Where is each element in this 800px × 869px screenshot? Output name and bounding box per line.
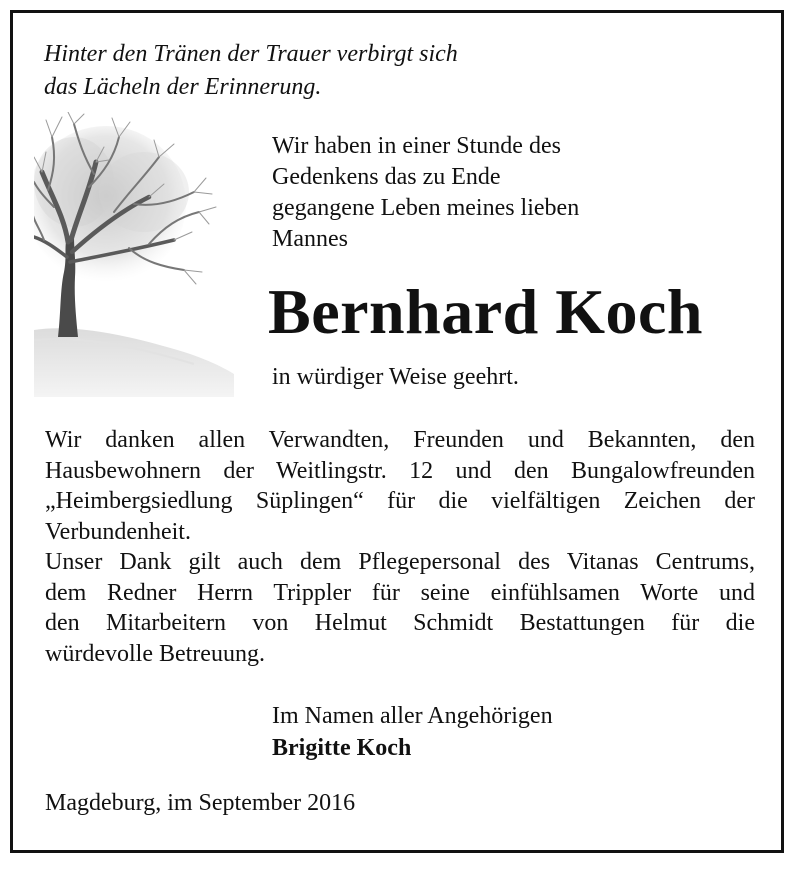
- intro-line-4: Mannes: [272, 226, 348, 252]
- bare-tree-on-hill-icon: [34, 112, 234, 397]
- intro-line-2: Gedenkens das zu Ende: [272, 164, 501, 190]
- intro-line-3: gegangene Leben meines lieben: [272, 195, 580, 221]
- intro-line-1: Wir haben in einer Stunde des: [272, 133, 561, 159]
- thanks-line-8: würdevolle Betreuung.: [45, 640, 265, 667]
- honored-text: in würdiger Weise geehrt.: [272, 364, 519, 390]
- intro-text: [272, 131, 579, 255]
- thanks-line-2: Hausbewohnern der Weitlingstr. 12 und den Bungalowfreunden: [45, 457, 755, 484]
- thanks-line-1: Wir danken allen Verwandten, Freunden und Bekannten, den: [45, 427, 755, 453]
- motto-line-2: das Lächeln der Erinnerung.: [44, 74, 322, 100]
- signer-name: Brigitte Koch: [272, 735, 412, 761]
- motto-line-1: Hinter den Tränen der Trauer verbirgt sich: [44, 41, 458, 67]
- thanks-line-4: Verbundenheit.: [45, 518, 191, 545]
- deceased-name: Bernhard Koch: [268, 276, 703, 347]
- thanks-line-6: dem Redner Herrn Trippler für seine einfühlsamen Worte und: [45, 579, 755, 606]
- place-date: Magdeburg, im September 2016: [45, 790, 356, 816]
- motto: [44, 38, 458, 104]
- signature-block: [272, 700, 553, 764]
- thanks-line-7: den Mitarbeitern von Helmut Schmidt Bestattungen für die: [45, 610, 755, 636]
- thanks-paragraph: [45, 425, 755, 669]
- thanks-line-3: „Heimbergsiedlung Süplingen“ für die vielfältigen Zeichen der: [45, 488, 755, 514]
- thanks-line-5: Unser Dank gilt auch dem Pflegepersonal des Vitanas Centrums,: [45, 549, 755, 575]
- on-behalf-text: Im Namen aller Angehörigen: [272, 703, 553, 729]
